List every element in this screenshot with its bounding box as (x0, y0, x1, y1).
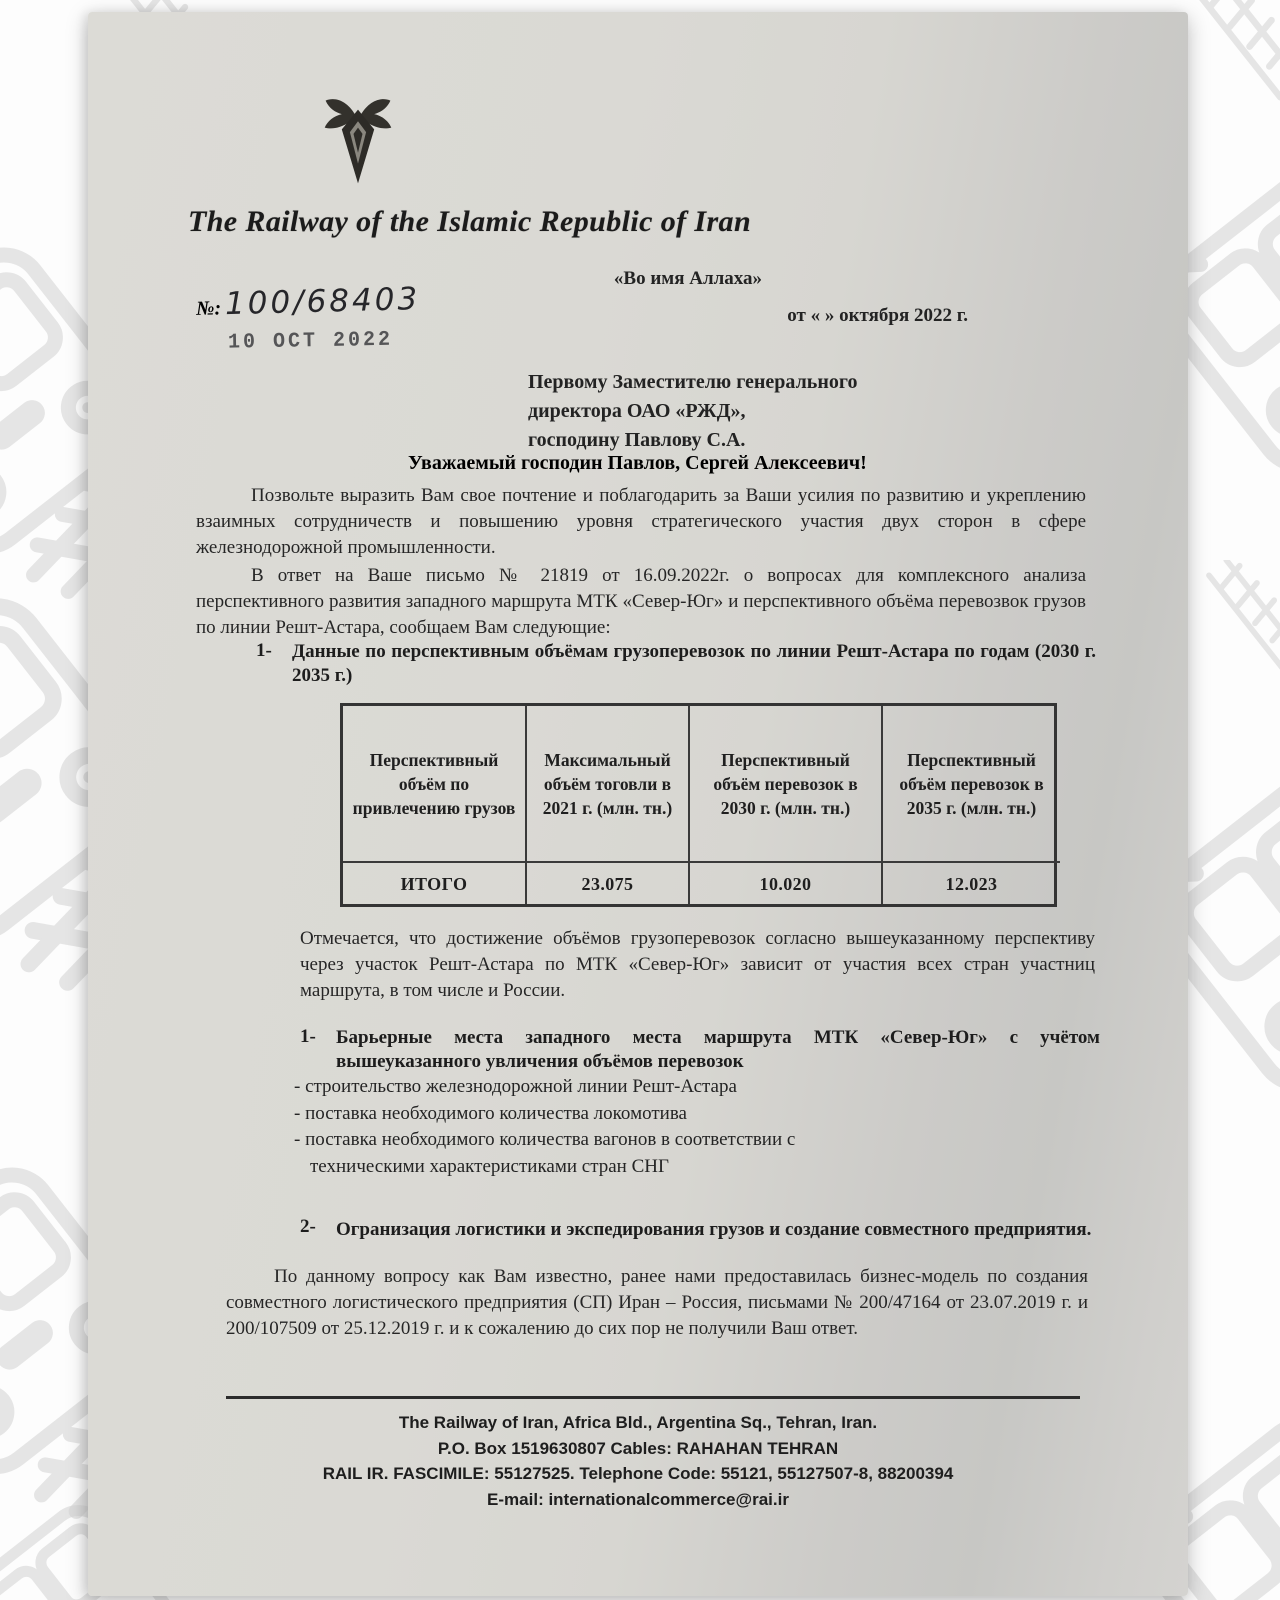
footer-contacts (163, 1410, 1113, 1512)
ref-value: 100/68403 (224, 281, 421, 323)
item-text: Данные по перспективным объёмам грузоперевозок по линии Решт-Астара по годам (2030 г. 2035 г.) (292, 641, 1096, 686)
footer-pobox: P.O. Box 1519630807 Cables: RAHAHAN TEHRAN (437, 1438, 839, 1458)
table-header-cell: Максимальный объём тоговли в 2021 г. (млн. тн.) (527, 706, 690, 861)
table-header-cell: Перспективный объём перевозок в 2035 г. (млн. тн.) (899, 749, 1044, 818)
section-item-data (256, 640, 1096, 688)
bullet-item: - строительство железнодорожной линии Решт-Астара (294, 1076, 737, 1097)
table-total-value: 12.023 (883, 861, 1060, 904)
rai-logo-icon (322, 95, 394, 189)
item-marker: 1- (300, 1026, 316, 1047)
table-total-label: ИТОГО (343, 861, 527, 904)
addressee-line: директора ОАО «РЖД», (528, 400, 746, 422)
bullet-item: - поставка необходимого количества локомотива (294, 1102, 687, 1124)
table-total-value: 23.075 (527, 861, 690, 904)
footer-divider (226, 1396, 1080, 1399)
paragraph-respect: Позвольте выразить Вам свое почтение и поблагодарить за Ваши усилия по развитию и укреплению взаимных сотрудничеств и повышению уровня стратегического участия двух сторон в сфере железнодорожной промышленности. (196, 485, 1086, 558)
table-total-value: 10.020 (690, 861, 883, 904)
org-title: The Railway of the Islamic Republic of Iran (188, 205, 752, 238)
footer-email: E-mail: internationalcommerce@rai.ir (487, 1489, 789, 1509)
barrier-bullet-list (294, 1074, 1014, 1180)
section-item-barriers (300, 1026, 1100, 1074)
paragraph-reply: В ответ на Ваше письмо № 21819 от 16.09.2022г. о вопросах для комплексного анализа перспективного развития западного маршрута МТК «Север-Юг» и перспективного объёма перевозвок грузов по линии Решт-Астара, сообщаем Вам следующие: (196, 565, 1086, 638)
bismillah-line: «Во имя Аллаха» (613, 268, 763, 289)
footer-phones: RAIL IR. FASCIMILE: 55127525. Telephone Code: 55121, 55127507-8, 88200394 (322, 1464, 954, 1483)
addressee-line: Первому Заместителю генерального (528, 371, 858, 393)
addressee-line: господину Павлову С.А. (528, 429, 746, 451)
item-text: Барьерные места западного места маршрута МТК «Север-Юг» с учётом вышеуказанного увличения объёмов перевозок (336, 1027, 1100, 1072)
paragraph-note: Отмечается, что достижение объёмов грузоперевозок согласно вышеуказанному перспективу через участок Решт-Астара по МТК «Север-Юг» зависит от участия всех стран участниц маршрута, в том числе и России. (300, 928, 1095, 1001)
item-marker: 2- (300, 1216, 316, 1237)
section-item-logistics (300, 1216, 1100, 1243)
track-watermark-icon (1192, 0, 1280, 106)
bullet-item-continuation: техническими характеристиками стран СНГ (310, 1155, 669, 1177)
freight-volumes-table (340, 703, 1057, 907)
ref-label: №: (195, 297, 222, 320)
footer-address: The Railway of Iran, Africa Bld., Argentina Sq., Tehran, Iran. (398, 1413, 878, 1432)
date-line: от « » октября 2022 г. (787, 305, 968, 326)
ref-number (196, 281, 421, 323)
addressee-block (528, 368, 948, 455)
table-header-cell: Перспективный объём по привлечению грузов (343, 706, 527, 861)
table-header-cell: Перспективный объём перевозок в 2030 г. (млн. тн.) (690, 706, 883, 861)
salutation: Уважаемый господин Павлов, Сергей Алексеевич! (408, 452, 867, 474)
bullet-item: - поставка необходимого количества вагонов в соответствии с (294, 1129, 796, 1150)
date-stamp: 10 OCT 2022 (227, 327, 394, 356)
track-watermark-icon (1205, 560, 1280, 675)
paragraph-business-model: По данному вопросу как Вам известно, ранее нами предоставилась бизнес-модель по создания совместного логистического предприятия (СП) Иран – Россия, письмами № 200/47164 от 23.07.2019 г. и 200/107509 от 25.12.2019 г. и к сожалению до сих пор не получили Ваш ответ. (226, 1266, 1088, 1339)
item-marker: 1- (256, 640, 272, 661)
item-text: Огранизация логистики и экспедирования грузов и создание совместного предприятия. (336, 1219, 1092, 1240)
document-paper (88, 12, 1188, 1596)
